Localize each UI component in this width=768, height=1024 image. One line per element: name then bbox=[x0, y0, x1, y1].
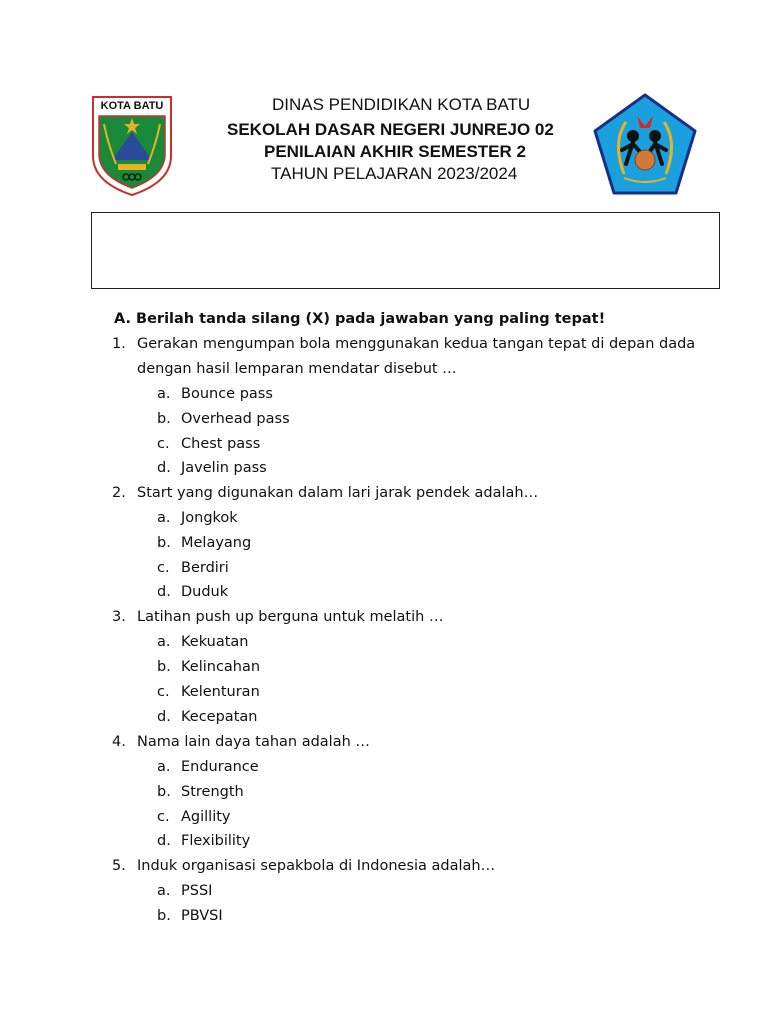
option-text: Kekuatan bbox=[181, 634, 249, 650]
question-number: 3. bbox=[112, 609, 126, 625]
header-agency: DINAS PENDIDIKAN KOTA BATU bbox=[272, 95, 531, 114]
question-text: Nama lain daya tahan adalah … bbox=[137, 734, 370, 750]
option-letter: b. bbox=[157, 535, 171, 551]
question-text: Latihan push up berguna untuk melatih … bbox=[137, 609, 444, 625]
option-text: Endurance bbox=[181, 759, 259, 775]
option-letter: b. bbox=[157, 659, 171, 675]
header-exam: PENILAIAN AKHIR SEMESTER 2 bbox=[264, 142, 526, 161]
header-year: TAHUN PELAJARAN 2023/2024 bbox=[271, 164, 518, 183]
question-number: 5. bbox=[112, 858, 126, 874]
option-letter: c. bbox=[157, 436, 170, 452]
option-text: Chest pass bbox=[181, 436, 261, 452]
option-text: Kelenturan bbox=[181, 684, 260, 700]
option-text: Kelincahan bbox=[181, 659, 261, 675]
kota-batu-logo-icon bbox=[90, 94, 174, 198]
option-text: Berdiri bbox=[181, 560, 229, 576]
option-text: PSSI bbox=[181, 883, 213, 899]
option-letter: d. bbox=[157, 833, 171, 849]
option-letter: a. bbox=[157, 883, 171, 899]
question-number: 2. bbox=[112, 485, 126, 501]
header-school: SEKOLAH DASAR NEGERI JUNREJO 02 bbox=[227, 120, 554, 139]
question-text: Induk organisasi sepakbola di Indonesia adalah… bbox=[137, 858, 496, 874]
option-text: Bounce pass bbox=[181, 386, 273, 402]
question-text: Start yang digunakan dalam lari jarak pendek adalah… bbox=[137, 485, 539, 501]
section-instruction: A. Berilah tanda silang (X) pada jawaban yang paling tepat! bbox=[114, 311, 606, 327]
option-letter: b. bbox=[157, 411, 171, 427]
option-text: Flexibility bbox=[181, 833, 251, 849]
option-letter: c. bbox=[157, 684, 170, 700]
option-text: Melayang bbox=[181, 535, 252, 551]
question-text: Gerakan mengumpan bola menggunakan kedua tangan tepat di depan dada bbox=[137, 336, 696, 352]
school-emblem-icon bbox=[592, 92, 698, 198]
option-letter: a. bbox=[157, 386, 171, 402]
option-letter: a. bbox=[157, 634, 171, 650]
option-text: Jongkok bbox=[181, 510, 238, 526]
option-letter: c. bbox=[157, 560, 170, 576]
question-number: 4. bbox=[112, 734, 126, 750]
option-text: Duduk bbox=[181, 584, 229, 600]
option-letter: a. bbox=[157, 759, 171, 775]
option-text: Agillity bbox=[181, 809, 231, 825]
option-text: Strength bbox=[181, 784, 244, 800]
option-letter: a. bbox=[157, 510, 171, 526]
option-letter: d. bbox=[157, 584, 171, 600]
option-text: PBVSI bbox=[181, 908, 223, 924]
option-letter: d. bbox=[157, 709, 171, 725]
option-letter: d. bbox=[157, 460, 171, 476]
logo-left-text: KOTA BATU bbox=[100, 100, 164, 112]
option-letter: b. bbox=[157, 908, 171, 924]
option-letter: b. bbox=[157, 784, 171, 800]
option-letter: c. bbox=[157, 809, 170, 825]
student-info-box bbox=[91, 212, 720, 289]
option-text: Overhead pass bbox=[181, 411, 290, 427]
question-text: dengan hasil lemparan mendatar disebut … bbox=[137, 361, 457, 377]
option-text: Kecepatan bbox=[181, 709, 258, 725]
question-number: 1. bbox=[112, 336, 126, 352]
option-text: Javelin pass bbox=[181, 460, 267, 476]
